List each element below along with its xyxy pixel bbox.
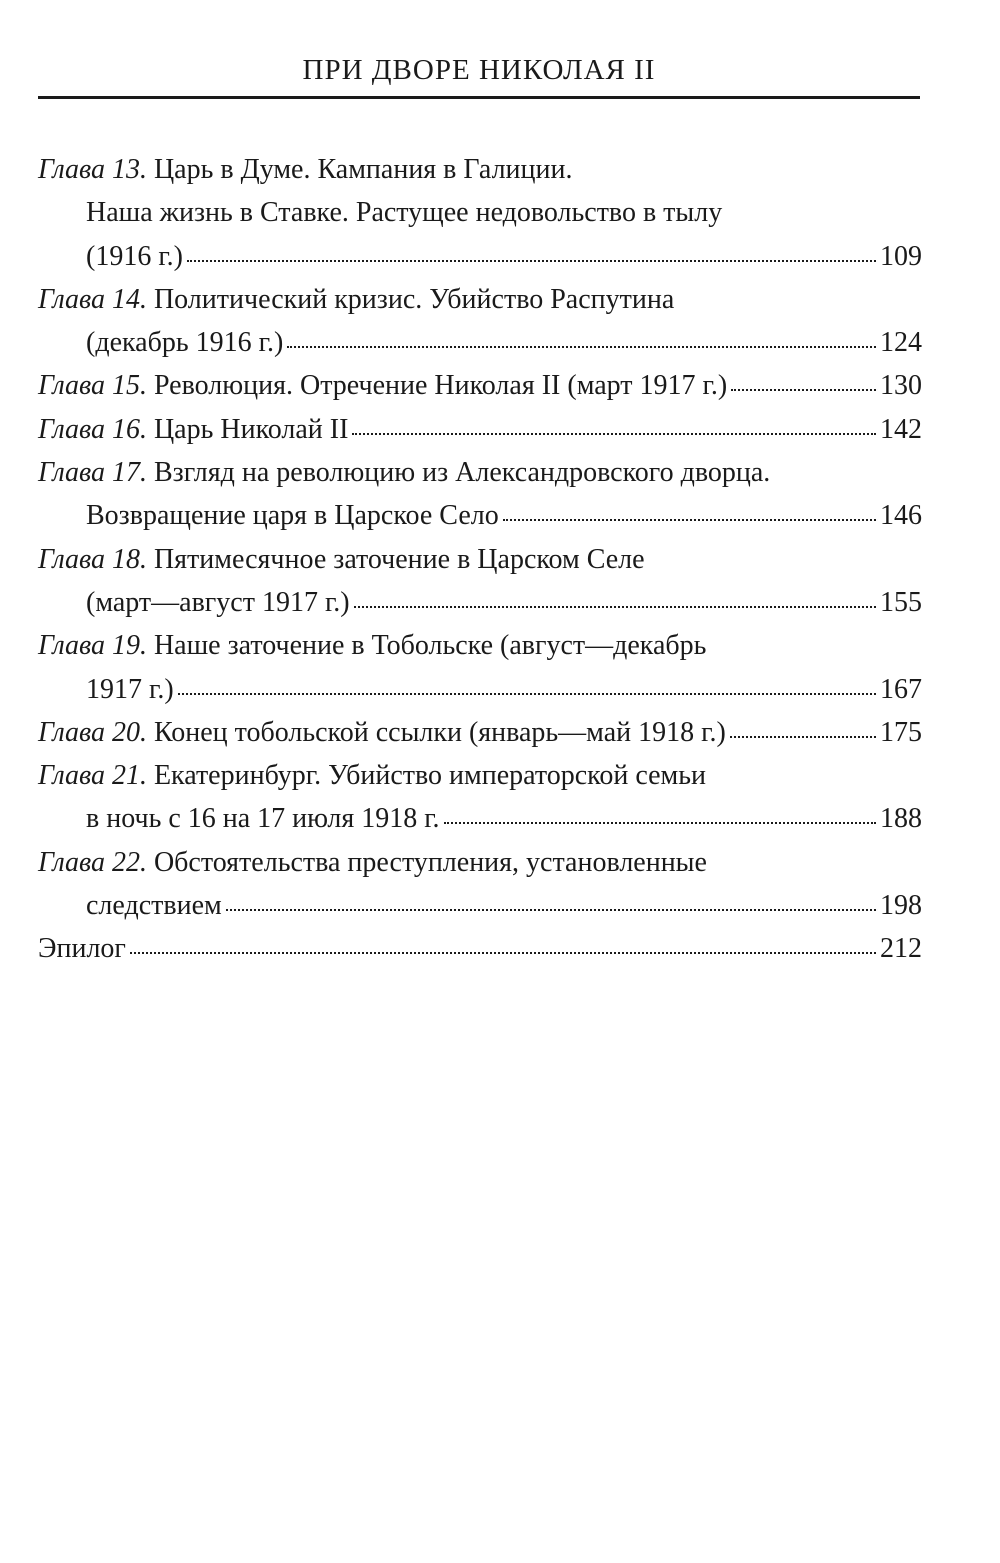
entry-title-text: Эпилог: [38, 933, 126, 965]
toc-line: [38, 841, 922, 884]
chapter-label: Глава 13.: [38, 154, 147, 185]
chapter-label: Глава 17.: [38, 457, 147, 489]
entry-title-text: в ночь с 16 на 17 июля 1918 г.: [86, 803, 440, 835]
entry-title-text: Екатеринбург. Убийство императорской семьи: [153, 760, 706, 792]
dot-leader: [730, 734, 876, 738]
entry-title-text: Царь в Думе. Кампания в Галиции.: [153, 154, 573, 185]
page-number: 175: [880, 716, 922, 748]
dot-leader: [354, 604, 876, 608]
entry-title-text: Революция. Отречение Николая II (март 1917 г.): [153, 370, 728, 402]
header-rule: [38, 96, 920, 99]
page-number: 198: [880, 890, 922, 922]
dot-leader: [287, 344, 876, 348]
dot-leader: [503, 517, 876, 521]
toc-line: [38, 321, 922, 364]
running-head: ПРИ ДВОРЕ НИКОЛАЯ II: [302, 54, 656, 86]
toc-line: [38, 668, 922, 711]
toc-line: [38, 797, 922, 840]
chapter-label: Глава 15.: [38, 370, 147, 402]
entry-title-text: Конец тобольской ссылки (январь—май 1918 г.): [153, 716, 726, 748]
toc-line: [38, 884, 922, 927]
page-number: 188: [880, 803, 922, 835]
toc-line: [38, 364, 922, 407]
toc-line: [38, 235, 922, 278]
page-number: 124: [880, 327, 922, 359]
entry-title-text: Пятимесячное заточение в Царском Селе: [153, 543, 645, 575]
table-of-contents: [38, 148, 922, 971]
toc-line: [38, 278, 922, 321]
toc-line: [38, 494, 922, 537]
entry-title-text: Взгляд на революцию из Александровского дворца.: [153, 457, 771, 489]
page-number: 146: [880, 500, 922, 532]
dot-leader: [178, 691, 876, 695]
toc-line: [38, 624, 922, 667]
entry-title-text: Царь Николай II: [153, 413, 349, 445]
chapter-label: Глава 19.: [38, 630, 147, 662]
entry-title-text: (декабрь 1916 г.): [86, 327, 284, 359]
toc-line: [38, 191, 922, 234]
chapter-label: Глава 14.: [38, 283, 147, 315]
entry-title-text: Обстоятельства преступления, установленные: [153, 846, 707, 878]
toc-line: [38, 711, 922, 754]
chapter-label: Глава 22.: [38, 846, 147, 878]
toc-line: [38, 754, 922, 797]
chapter-label: Глава 20.: [38, 716, 147, 748]
dot-leader: [130, 950, 876, 954]
chapter-label: Глава 16.: [38, 413, 147, 445]
toc-line: [38, 408, 922, 451]
dot-leader: [187, 258, 876, 262]
toc-line: [38, 148, 922, 191]
entry-title-text: Возвращение царя в Царское Село: [86, 500, 499, 532]
page-number: 109: [880, 240, 922, 272]
dot-leader: [352, 431, 876, 435]
dot-leader: [444, 820, 876, 824]
toc-line: [38, 927, 922, 970]
entry-title-text: 1917 г.): [86, 673, 174, 705]
page-number: 130: [880, 370, 922, 402]
page-number: 155: [880, 586, 922, 618]
dot-leader: [226, 907, 876, 911]
entry-title-text: Наша жизнь в Ставке. Растущее недовольство в тылу: [86, 197, 723, 229]
dot-leader: [731, 387, 876, 391]
entry-title-text: (март—август 1917 г.): [86, 586, 350, 618]
chapter-label: Глава 21.: [38, 760, 147, 792]
toc-line: [38, 451, 922, 494]
page-number: 167: [880, 673, 922, 705]
page-number: 142: [880, 413, 922, 445]
entry-title-text: Политический кризис. Убийство Распутина: [153, 283, 675, 315]
entry-title-text: (1916 г.): [86, 240, 183, 272]
toc-line: [38, 581, 922, 624]
entry-title-text: Наше заточение в Тобольске (август—декабрь: [153, 630, 707, 662]
toc-line: [38, 538, 922, 581]
chapter-label: Глава 18.: [38, 543, 147, 575]
page-number: 212: [880, 933, 922, 965]
entry-title-text: следствием: [86, 890, 222, 922]
